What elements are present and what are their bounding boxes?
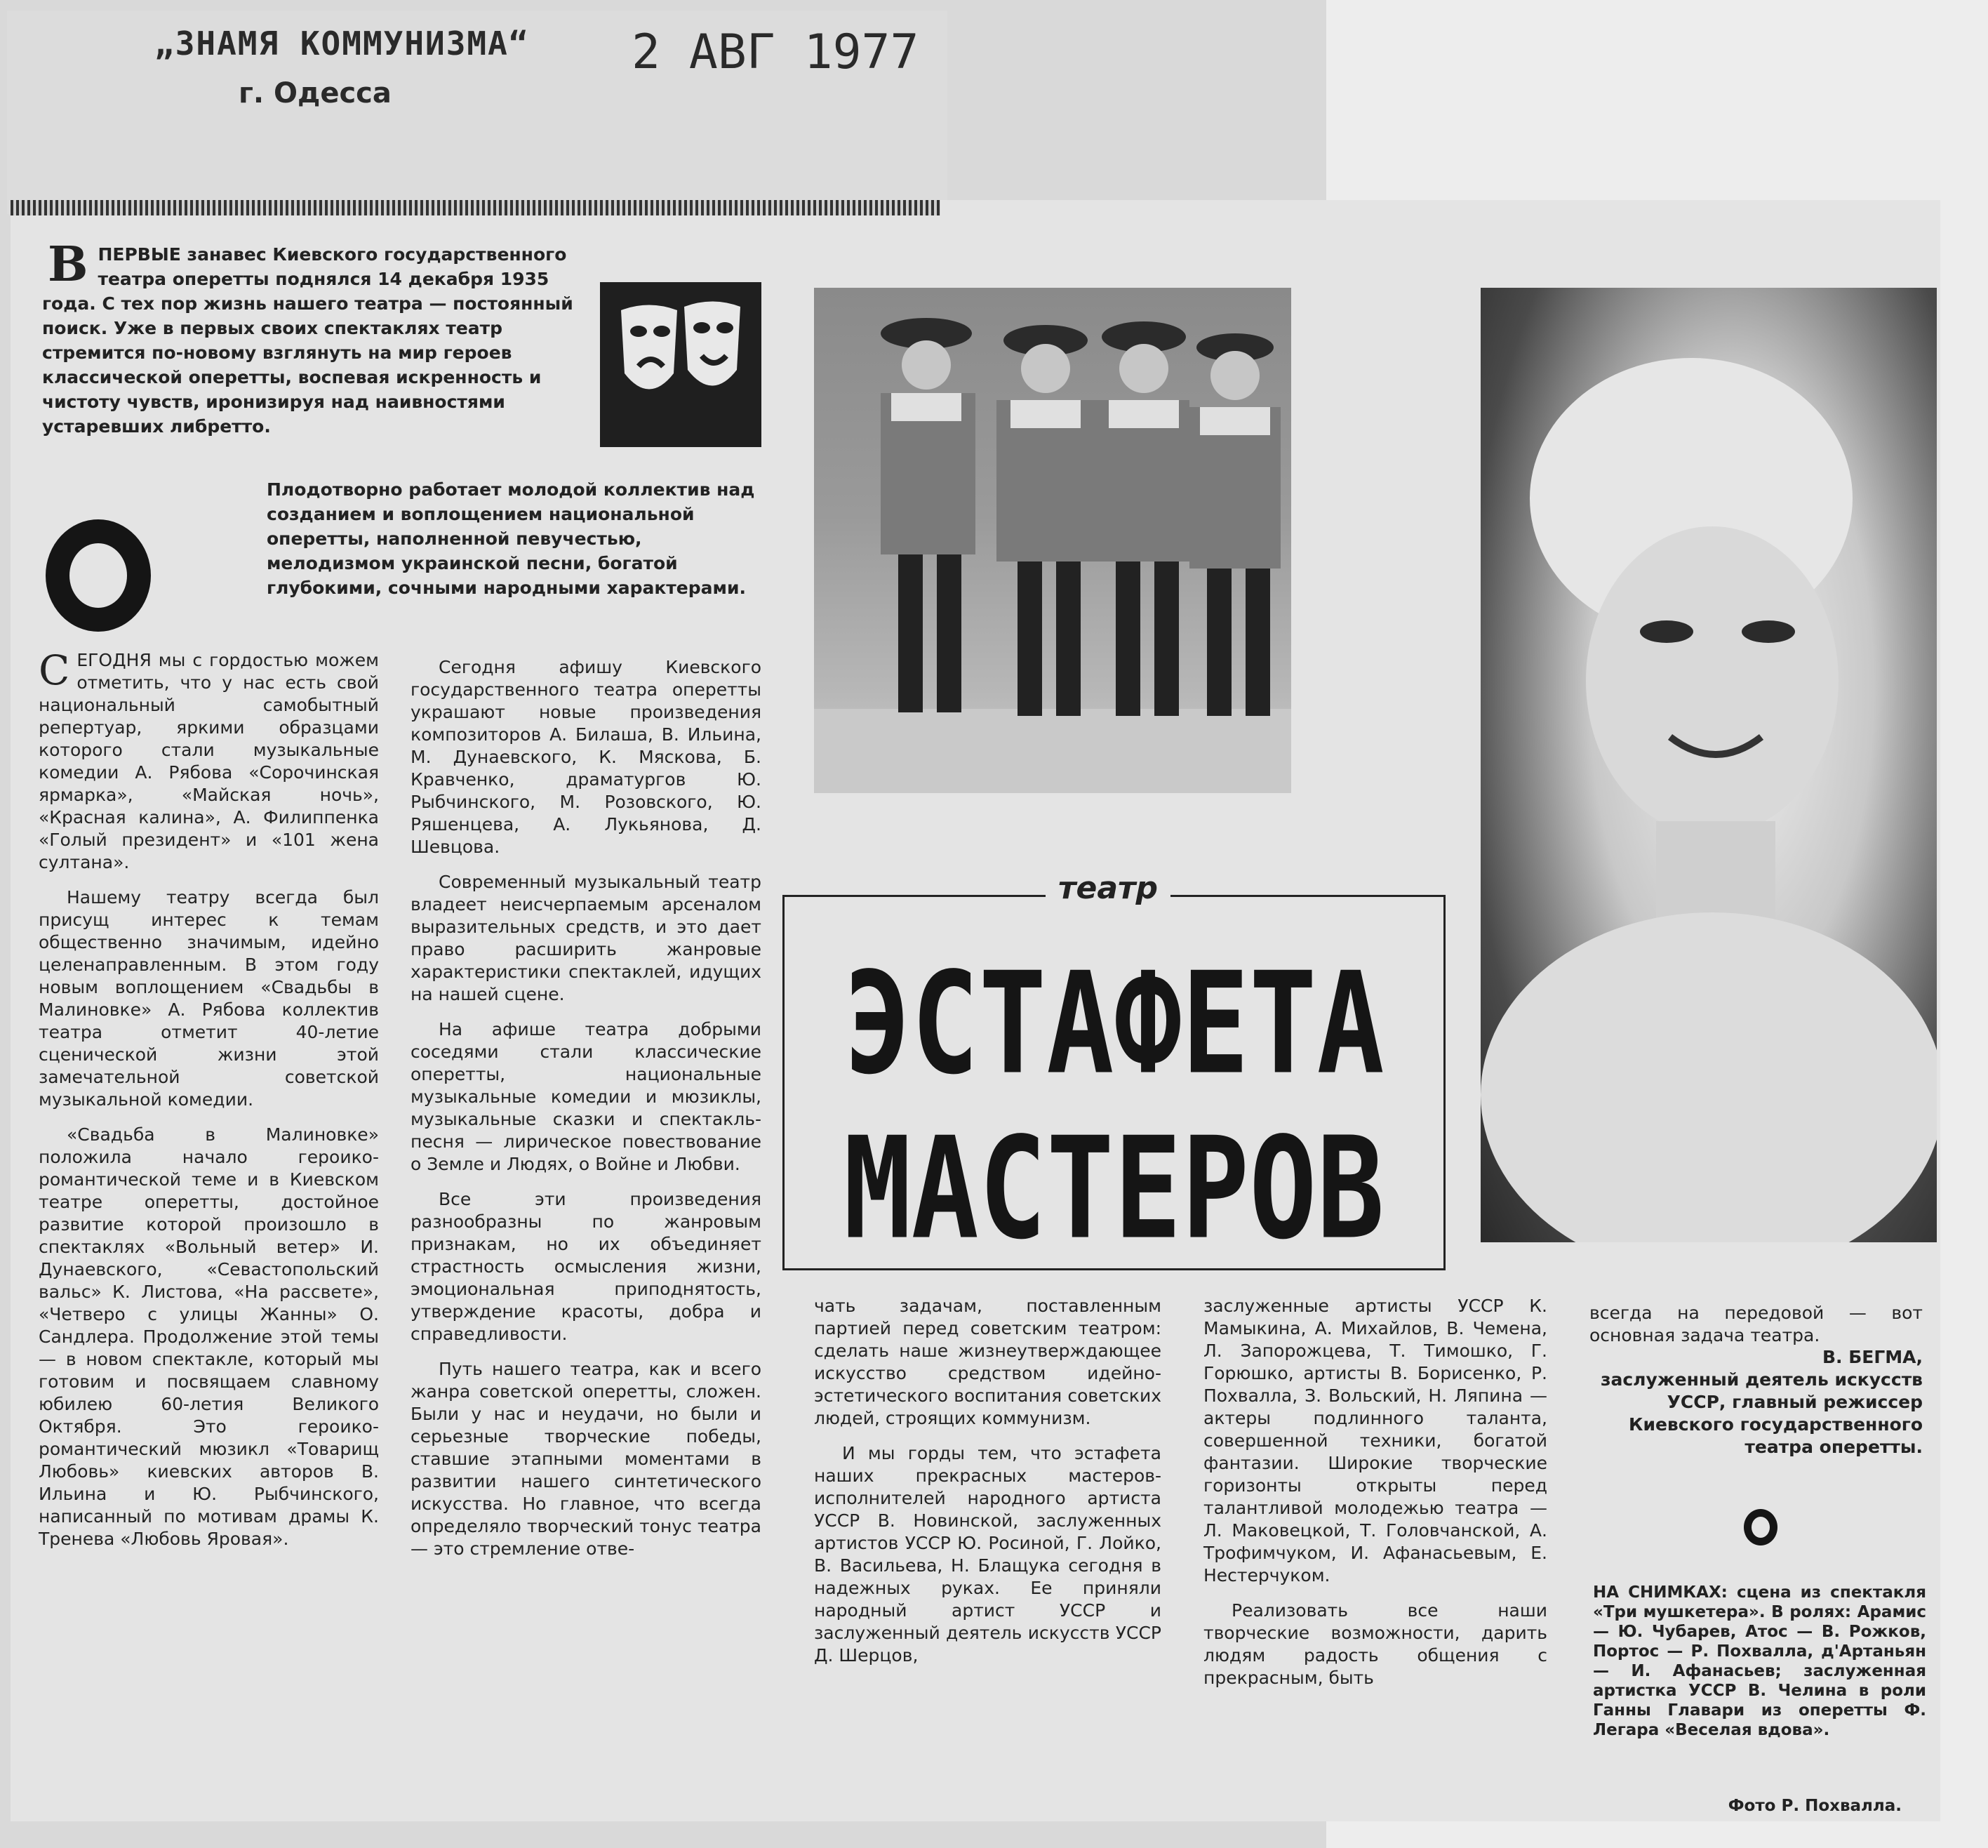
- author-name: В. БЕГМА,: [1822, 1347, 1923, 1367]
- text-column-1: [39, 646, 379, 1563]
- caption-label: НА СНИМКАХ:: [1593, 1583, 1728, 1602]
- theatre-masks-image: [600, 282, 761, 447]
- paragraph: всегда на передовой — вот основная задача театра.: [1589, 1303, 1923, 1345]
- lede-text: ПЕРВЫЕ занавес Киевского государственного театра оперетты поднялся 14 декабря 1935 года. С тех пор жизнь нашего театра — постоянный поиск. Уже в первых своих спектаклях театр стремится по-новому взглянуть на мир героев классической оперетты, воспевая искренность и чистоту чувств, иронизируя над наивностями устаревших либретто.: [42, 244, 573, 437]
- paragraph: Все эти произведения разнообразны по жанровым признакам, но их объединяет страстность осмысления жизни, эмоциональная приподнятость, утверждение красоты, добра и справедливости.: [411, 1189, 761, 1344]
- hatched-rule: [11, 200, 940, 215]
- paragraph: Сегодня афишу Киевского государственного театра оперетты украшают новые произведения композиторов А. Билаша, В. Ильина, М. Дунаевского, К. Мяскова, Б. Кравченко, драматургов Ю. Рыбчинского, М. Розовского, Ю. Ряшенцева, А. Лукьянова, Д. Шевцова.: [411, 657, 761, 857]
- author-title: заслуженный деятель искусств УССР, главный режиссер Киевского государственного театра оперетты.: [1600, 1369, 1923, 1457]
- city-stamp: г. Одесса: [239, 77, 392, 109]
- photo-credit: Фото Р. Похвалла.: [1728, 1797, 1902, 1815]
- lede-paragraph: [42, 237, 589, 439]
- author-signature: [1589, 1346, 1923, 1458]
- rubric-label: театр: [1046, 870, 1170, 906]
- paragraph: чать задачам, поставленным партией перед советским театром: сделать наше жизнеутверждающее искусство средством идейно-эстетического воспитания советских людей, строящих коммунизм.: [814, 1296, 1161, 1428]
- headline-line-1: ЭСТАФЕТА: [843, 941, 1385, 1105]
- paragraph: Путь нашего театра, как и всего жанра советской оперетты, сложен. Были у нас и неудачи, но были и серьезные творческие победы, ставшие этапными моментами в развитии нашего синтетического искусства. Но главное, что всегда определяло творческий тонус театра — это стремление отве-: [411, 1359, 761, 1559]
- paragraph: «Свадьба в Малиновке» положила начало героико-романтической теме и в Киевском театре оперетты, достойное развитие которой произошло в спектаклях «Вольный ветер» И. Дунаевского, «Севастопольский вальс» К. Листова, «На рассвете», «Четверо с улицы Жанны» О. Сандлера. Продолжение этой темы — в новом спектакле, который мы готовим и посвящаем славному юбилею 60-летия Великого Октября. Это героико-романтический мюзикл «Товарищ Любовь» киевских авторов В. Ильина и Ю. Рыбчинского, написанный по мотивам драмы К. Тренева «Любовь Яровая».: [39, 1124, 379, 1549]
- date-stamp: 2 АВГ 1977: [632, 25, 919, 80]
- small-divider-o: [1744, 1509, 1777, 1545]
- text-column-3: [814, 1295, 1161, 1680]
- paragraph: Реализовать все наши творческие возможности, дарить людям радость общения с прекрасным, быть: [1203, 1600, 1547, 1688]
- paragraph: заслуженные артисты УССР К. Мамыкина, А. Михайлов, В. Чемена, Л. Запорожцева, Т. Тимошко, Г. Горюшко, артисты В. Борисенко, Р. Похвалла, З. Вольский, Н. Ляпина —актеры подлинного таланта, совершенной техники, богатой фантазии. Широкие творческие горизонты открыты перед талантливой молодежью театра — Л. Маковецкой, Т. Головчанской, А. Трофимчуком, И. Афанасьевым, Е. Нестерчуком.: [1203, 1296, 1547, 1586]
- paragraph: И мы горды тем, что эстафета наших прекрасных мастеров-исполнителей народного артиста УССР В. Новинской, заслуженных артистов УССР Ю. Росиной, Г. Лойко, В. Васильева, Н. Блащука сегодня в надежных руках. Ее приняли народный артист УССР и заслуженный деятель искусств УССР Д. Шерцов,: [814, 1443, 1161, 1666]
- section-divider-o: [46, 519, 151, 632]
- lede-dropcap: В: [48, 237, 88, 293]
- actress-portrait-photo: [1481, 288, 1937, 1242]
- text-column-4: [1203, 1295, 1547, 1702]
- paragraph: Современный музыкальный театр владеет неисчерпаемым арсеналом выразительных средств, и это дает право расширить жанровые характеристики спектаклей, идущих на нашей сцене.: [411, 872, 761, 1004]
- paragraph: Нашему театру всегда был присущ интерес к темам общественно значимым, идейно целенаправленным. В этом году новым воплощением «Свадьбы в Малиновке» А. Рябова коллектив театра отметит 40-летие сценической жизни этой замечательной советской музыкальной комедии.: [39, 887, 379, 1110]
- paragraph: На афише театра добрыми соседями стали классические оперетты, национальные музыкальные комедии и мюзиклы, музыкальные сказки и спектакль-песня — лирическое повествование о Земле и Людях, о Войне и Любви.: [411, 1019, 761, 1174]
- headline-line-2: МАСТЕРОВ: [843, 1106, 1385, 1270]
- paragraph: [39, 646, 379, 874]
- photo-caption: [1593, 1583, 1926, 1740]
- musketeers-photo: [814, 288, 1291, 793]
- paragraph-text: ЕГОДНЯ мы с гордостью можем отметить, что у нас есть свой национальный самобытный репертуар, яркими образцами которого стали музыкальные комедии А. Рябова «Сорочинская ярмарка», «Майская ночь», «Красная калина», А. Филиппенка «Голый президент» и «101 жена султана».: [39, 650, 379, 872]
- caption-text: сцена из спектакля «Три мушкетера». В ролях: Арамис — Ю. Чубарев, Атос — В. Рожков, Портос — Р. Похвалла, д'Артаньян — И. Афанасьев; заслуженная артистка УССР В. Челина в роли Ганны Главари из оперетты Ф. Легара «Веселая вдова».: [1593, 1583, 1926, 1739]
- newspaper-name-stamp: „ЗНАМЯ КОММУНИЗМА“: [154, 25, 530, 62]
- dropcap: С: [39, 646, 70, 694]
- lede-second-paragraph: Плодотворно работает молодой коллектив над созданием и воплощением национальной оперетты, наполненной певучестью, мелодизмом украинской песни, богатой глубокими, сочными народными характерами.: [267, 479, 755, 598]
- text-column-2: [411, 656, 761, 1573]
